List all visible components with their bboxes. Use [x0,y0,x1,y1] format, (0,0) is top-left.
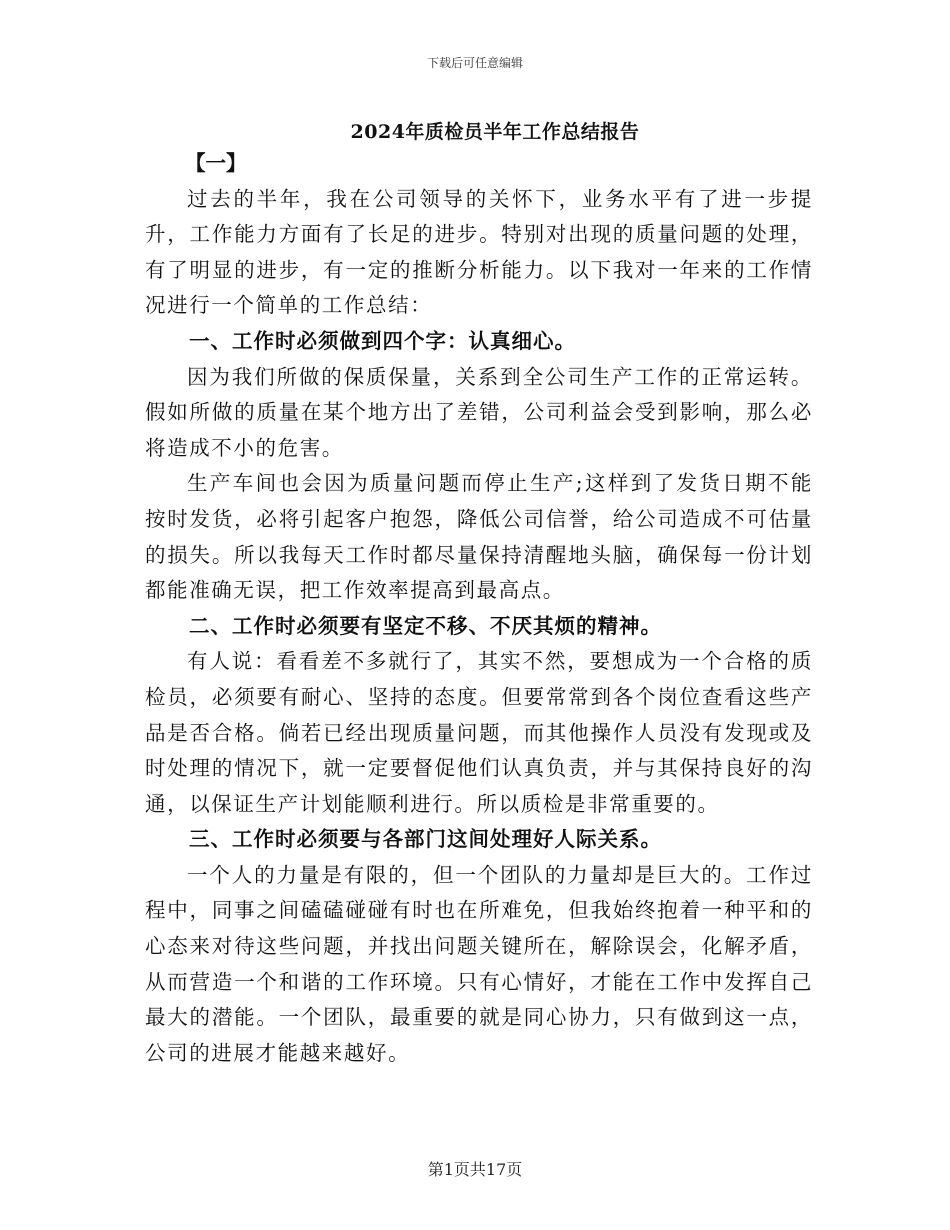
heading-three: 三、工作时必须要与各部门这间处理好人际关系。 [189,827,662,852]
paragraph: 因为我们所做的保质保量，关系到全公司生产工作的正常运转。假如所做的质量在某个地方出了差错，公司利益会受到影响，那么必将造成不小的危害。 [145,364,813,460]
paragraph-intro: 过去的半年，我在公司领导的关怀下，业务水平有了进一步提升，工作能力方面有了长足的进步。特别对出现的质量问题的处理，有了明显的进步，有一定的推断分析能力。以下我对一年来的工作情况进行一个简单的工作总结： [145,186,813,318]
document-title: 2024年质检员半年工作总结报告 [350,121,640,143]
paragraph: 一个人的力量是有限的，但一个团队的力量却是巨大的。工作过程中，同事之间磕磕碰碰有时也在所难免，但我始终抱着一种平和的心态来对待这些问题，并找出问题关键所在，解除误会，化解矛盾，从而营造一个和谐的工作环境。只有心情好，才能在工作中发挥自己最大的潜能。一个团队，最重要的就是同心协力，只有做到这一点，公司的进展才能越来越好。 [145,862,813,1065]
page-header-note: 下载后可任意编辑 [426,56,523,70]
paragraph: 生产车间也会因为质量问题而停止生产;这样到了发货日期不能按时发货，必将引起客户抱怨，降低公司信誉，给公司造成不可估量的损失。所以我每天工作时都尽量保持清醒地头脑，确保每一份计划都能准确无误，把工作效率提高到最高点。 [145,471,813,603]
heading-one: 一、工作时必须做到四个字：认真细心。 [189,328,576,353]
heading-two: 二、工作时必须要有坚定不移、不厌其烦的精神。 [189,613,662,638]
page-number: 第1页共17页 [427,1160,523,1179]
paragraph: 有人说：看看差不多就行了，其实不然，要想成为一个合格的质检员，必须要有耐心、坚持的态度。但要常常到各个岗位查看这些产品是否合格。倘若已经出现质量问题，而其他操作人员没有发现或及时处理的情况下，就一定要督促他们认真负责，并与其保持良好的沟通，以保证生产计划能顺利进行。所以质检是非常重要的。 [145,649,813,816]
section-marker: 【一】 [185,151,247,175]
document-body [145,146,813,1071]
